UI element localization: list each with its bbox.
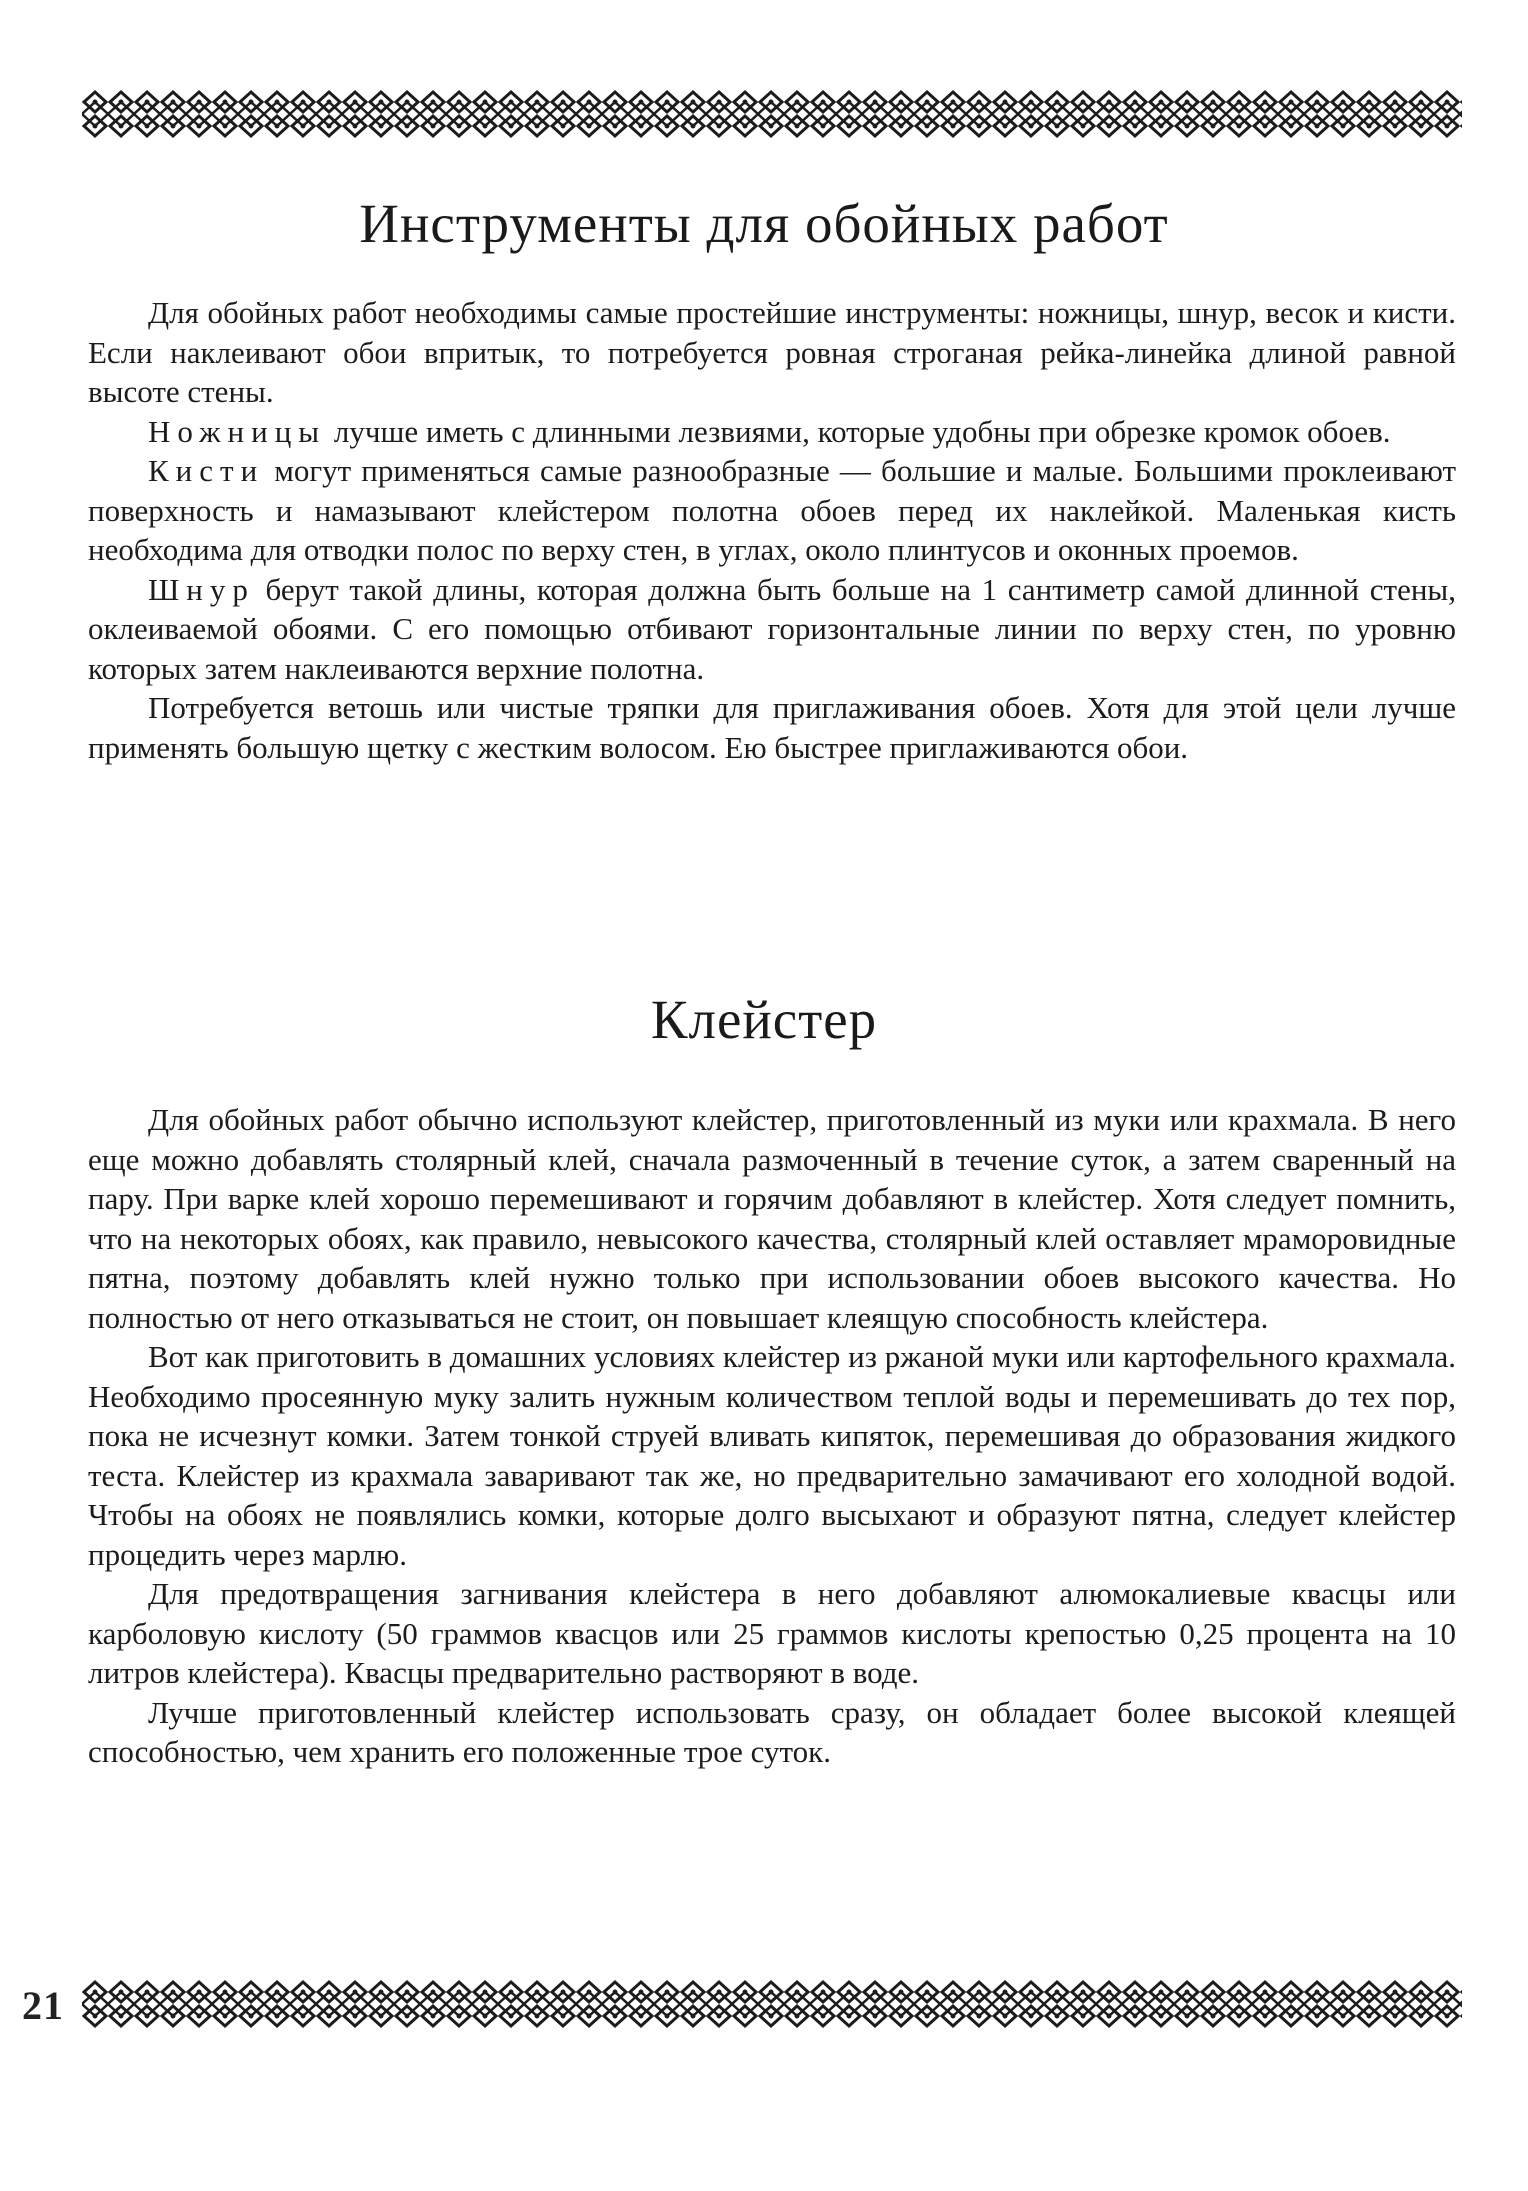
term-cord: Шнур	[148, 571, 255, 607]
ornamental-border-icon	[82, 88, 1462, 140]
paragraph	[88, 1574, 1456, 1693]
paragraph-text: Вот как приготовить в домашних условиях клейстер из ржаной муки или картофельного крахмала. Необходимо просеянную муку залить нужным количеством теплой воды и перемешивать до тех пор, пока не исчезнут комки. Затем тонкой струей вливать кипяток, перемешивая до образования жидкого теста. Клейстер из крахмала заваривают так же, но предварительно замачивают его холодной водой. Чтобы на обоях не появлялись комки, которые долго высыхают и образуют пятна, следует клейстер процедить через марлю.	[88, 1339, 1456, 1572]
paragraph	[88, 1337, 1456, 1574]
paragraph	[88, 688, 1456, 767]
term-scissors: Ножницы	[148, 413, 327, 449]
paragraph	[88, 451, 1456, 570]
top-ornament-border	[82, 88, 1462, 140]
paragraph-text: лучше иметь с длинными лезвиями, которые удобны при обрезке кромок обоев.	[326, 413, 1391, 449]
paragraph-text: Для обойных работ необходимы самые простейшие инструменты: ножницы, шнур, весок и кисти. Если наклеивают обои впритык, то потребуется ровная строганая рейка-линейка длиной равной высоте стены.	[88, 295, 1456, 409]
bottom-ornament-border	[82, 1978, 1462, 2030]
paragraph	[88, 412, 1456, 452]
section-body-paste	[88, 1100, 1456, 1772]
paragraph	[88, 1100, 1456, 1337]
paragraph-text: Потребуется ветошь или чистые тряпки для приглаживания обоев. Хотя для этой цели лучше применять большую щетку с жестким волосом. Ею быстрее приглаживаются обои.	[88, 690, 1456, 765]
section-body-tools	[88, 293, 1456, 767]
page-number: 21	[22, 1983, 64, 2028]
term-brushes: Кисти	[148, 453, 265, 488]
paragraph-text: могут применяться самые разнообразные — большие и малые. Большими проклеивают поверхность и намазывают клейстером полотна обоев перед их наклейкой. Маленькая кисть необходима для отводки полос по верху стен, в углах, около плинтусов и оконных проемов.	[88, 453, 1456, 567]
paragraph	[88, 1693, 1456, 1772]
paragraph-text: Для обойных работ обычно используют клейстер, приготовленный из муки или крахмала. В него еще можно добавлять столярный клей, сначала размоченный в течение суток, а затем сваренный на пару. При варке клей хорошо перемешивают и горячим добавляют в клейстер. Хотя следует помнить, что на некоторых обоях, как правило, невысокого качества, столярный клей оставляет мраморовидные пятна, поэтому добавлять клей нужно только при использовании обоев высокого качества. Но полностью от него отказываться не стоит, он повышает клеящую способность клейстера.	[88, 1102, 1456, 1335]
paragraph-text: берут такой длины, которая должна быть больше на 1 сантиметр самой длинной стены, оклеиваемой обоями. С его помощью отбивают горизонтальные линии по верху стен, по уровню которых затем наклеиваются верхние полотна.	[88, 571, 1456, 686]
paragraph	[88, 293, 1456, 412]
paragraph-text: Для предотвращения загнивания клейстера в него добавляют алюмокалиевые квасцы или карболовую кислоту (50 граммов квасцов или 25 граммов кислоты крепостью 0,25 процента на 10 литров клейстера). Квасцы предварительно растворяют в воде.	[88, 1576, 1456, 1690]
section-title-tools: Инструменты для обойных работ	[359, 193, 1169, 254]
paragraph-text: Лучше приготовленный клейстер использовать сразу, он обладает более высокой клеящей способностью, чем хранить его положенные трое суток.	[88, 1694, 1456, 1769]
section-title-paste: Клейстер	[650, 989, 878, 1050]
paragraph	[88, 570, 1456, 689]
ornamental-border-icon	[82, 1978, 1462, 2030]
